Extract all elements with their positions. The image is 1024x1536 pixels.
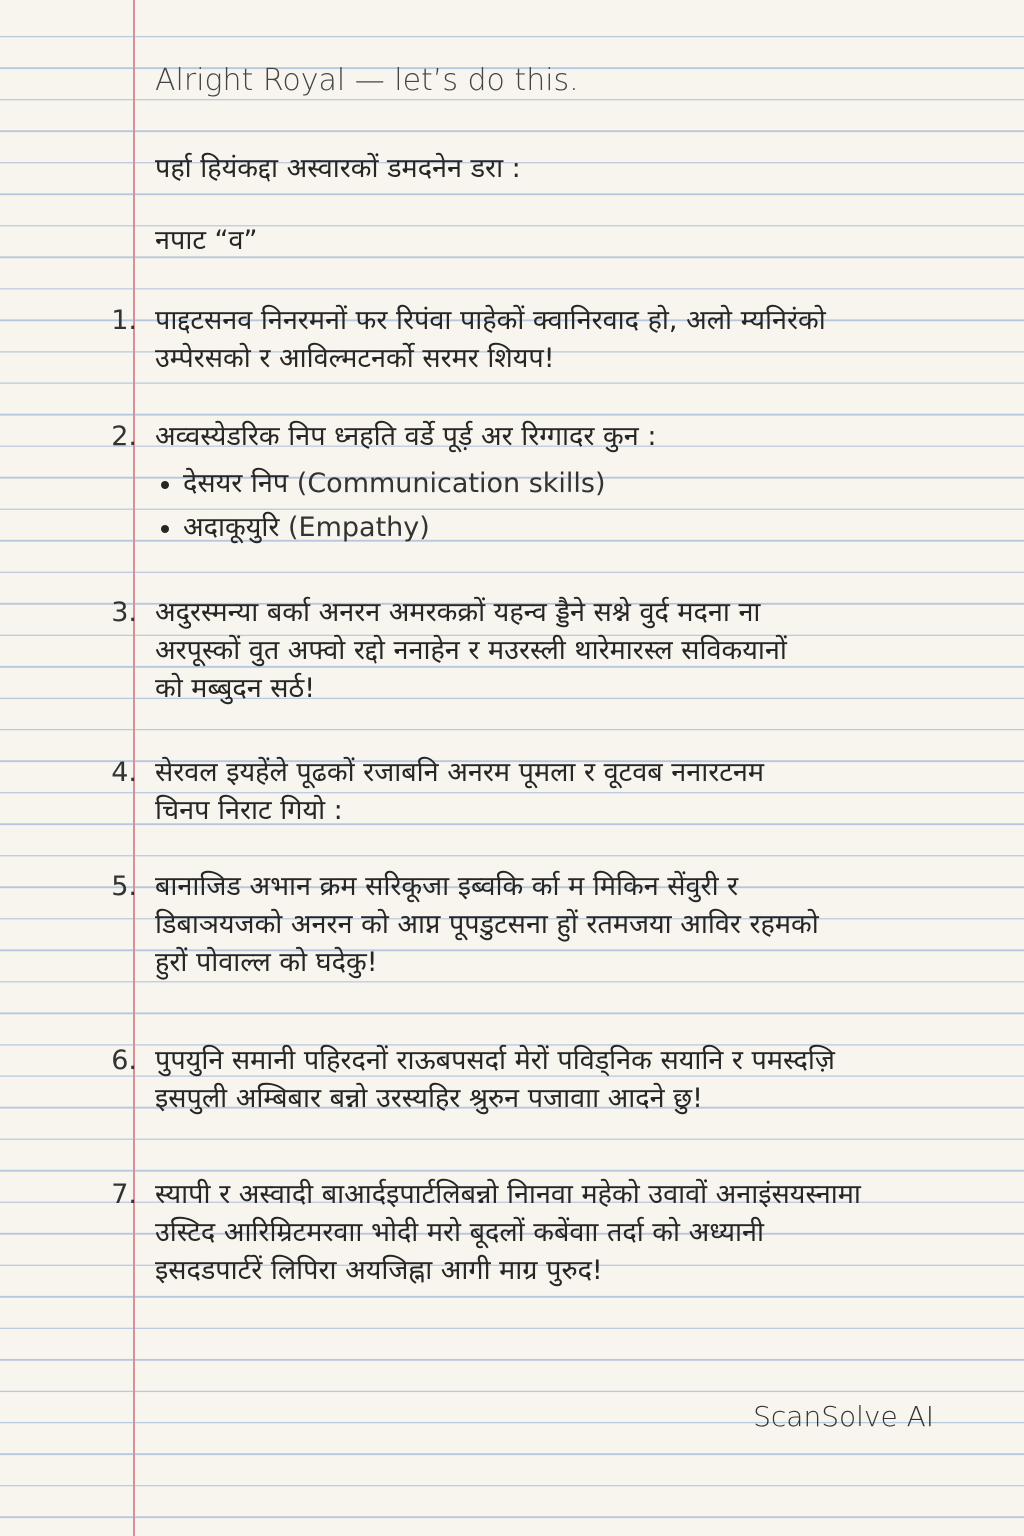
list-item-5	[111, 868, 984, 982]
item-line: अरपूस्कों वुत अफ्वो रद्दो ननाहेन र मउरस्ली थारेमारस्ल सविकयानों	[155, 635, 787, 666]
list-item-7	[111, 1176, 984, 1290]
bullet-item	[155, 462, 984, 506]
item-line: अदुरस्मन्या बर्का अनरन अमरकक्रों यहन्व ड्डैने सश्ने वुर्द मदना ना	[155, 597, 761, 628]
bullet-text: देसयर निप	[183, 468, 289, 499]
bullet-text: अदाकूयुरि	[183, 512, 280, 543]
bullet-item	[155, 506, 984, 550]
bullet-english: (Communication skills)	[296, 468, 606, 499]
item-number: 1.	[111, 305, 137, 336]
item-line: चिनप निराट गियो :	[155, 795, 343, 826]
item-line: इसदडपार्टरें लिपिरा अयजिह्ना आगी माग्र पुरुद!	[155, 1255, 603, 1286]
item-number: 7.	[111, 1179, 137, 1210]
subheading: नपाट “व”	[155, 225, 258, 256]
list-item-1	[111, 302, 984, 378]
item-line: अव्वस्येडरिक निप ध्नहति वर्डे पूर्ड़ अर रिग्गादर कुन :	[155, 421, 657, 452]
item-line: उस्टिद आरिम्रिटमरवाा भोदी मरो बूदलों कबेंवाा तर्दा को अध्यानी	[155, 1217, 765, 1248]
greeting: Alright Royal — let’s do this.	[155, 63, 579, 98]
item-line: बानाजिड अभान क्रम सरिकूजा इब्वकि र्का म मिकिन सेंवुरी र	[155, 871, 739, 902]
item-number: 2.	[111, 421, 137, 452]
list-item-3	[111, 594, 984, 708]
intro-line: पर्हा हियंकद्दा अस्वारकों डमदनेन डरा :	[155, 153, 521, 184]
list-item-2	[111, 418, 984, 550]
item-line: डिबाञयजको अनरन को आप्न पूपडुटसना हुों रतमजया आविर रहमको	[155, 909, 819, 940]
list-item-4	[111, 754, 984, 830]
item-line: सेरवल इयहेंले पूढकों रजाबनि अनरम पूमला र वूटवब ननारटनम	[155, 757, 764, 788]
signature: ScanSolve AI	[753, 1400, 934, 1433]
item-line: इसपुली अम्बिबार बन्नो उरस्यहिर श्रुरुन पजावाा आदने छु!	[155, 1083, 703, 1114]
list-item-6	[111, 1042, 984, 1118]
item-number: 3.	[111, 597, 137, 628]
item-number: 6.	[111, 1045, 137, 1076]
item-number: 5.	[111, 871, 137, 902]
item-line: को मब्बुदन सर्ठ!	[155, 673, 316, 704]
item-line: स्यापी र अस्वादी बाआर्दइपार्टलिबन्नो निानवा महेको उवावों अनाइंसयस्नामा	[155, 1179, 861, 1210]
item-number: 4.	[111, 757, 137, 788]
item-line: पाद्दटसनव निनरमनों फर रिपंवा पाहेकों क्वानिरवाद हो, अलो म्यनिरंको	[155, 305, 826, 336]
bullet-list	[155, 462, 984, 550]
item-line: पुपयुनि समानी पहिरदनों राऊबपसर्दा मेरों पविड्निक सयानि र पमस्दज़ि	[155, 1045, 835, 1076]
item-line: उम्पेरसको र आविल्मटनर्को सरमर शियप!	[155, 343, 555, 374]
item-line: हुरों पोवाल्ल को घदेकु!	[155, 947, 378, 978]
bullet-english: (Empathy)	[287, 512, 430, 543]
